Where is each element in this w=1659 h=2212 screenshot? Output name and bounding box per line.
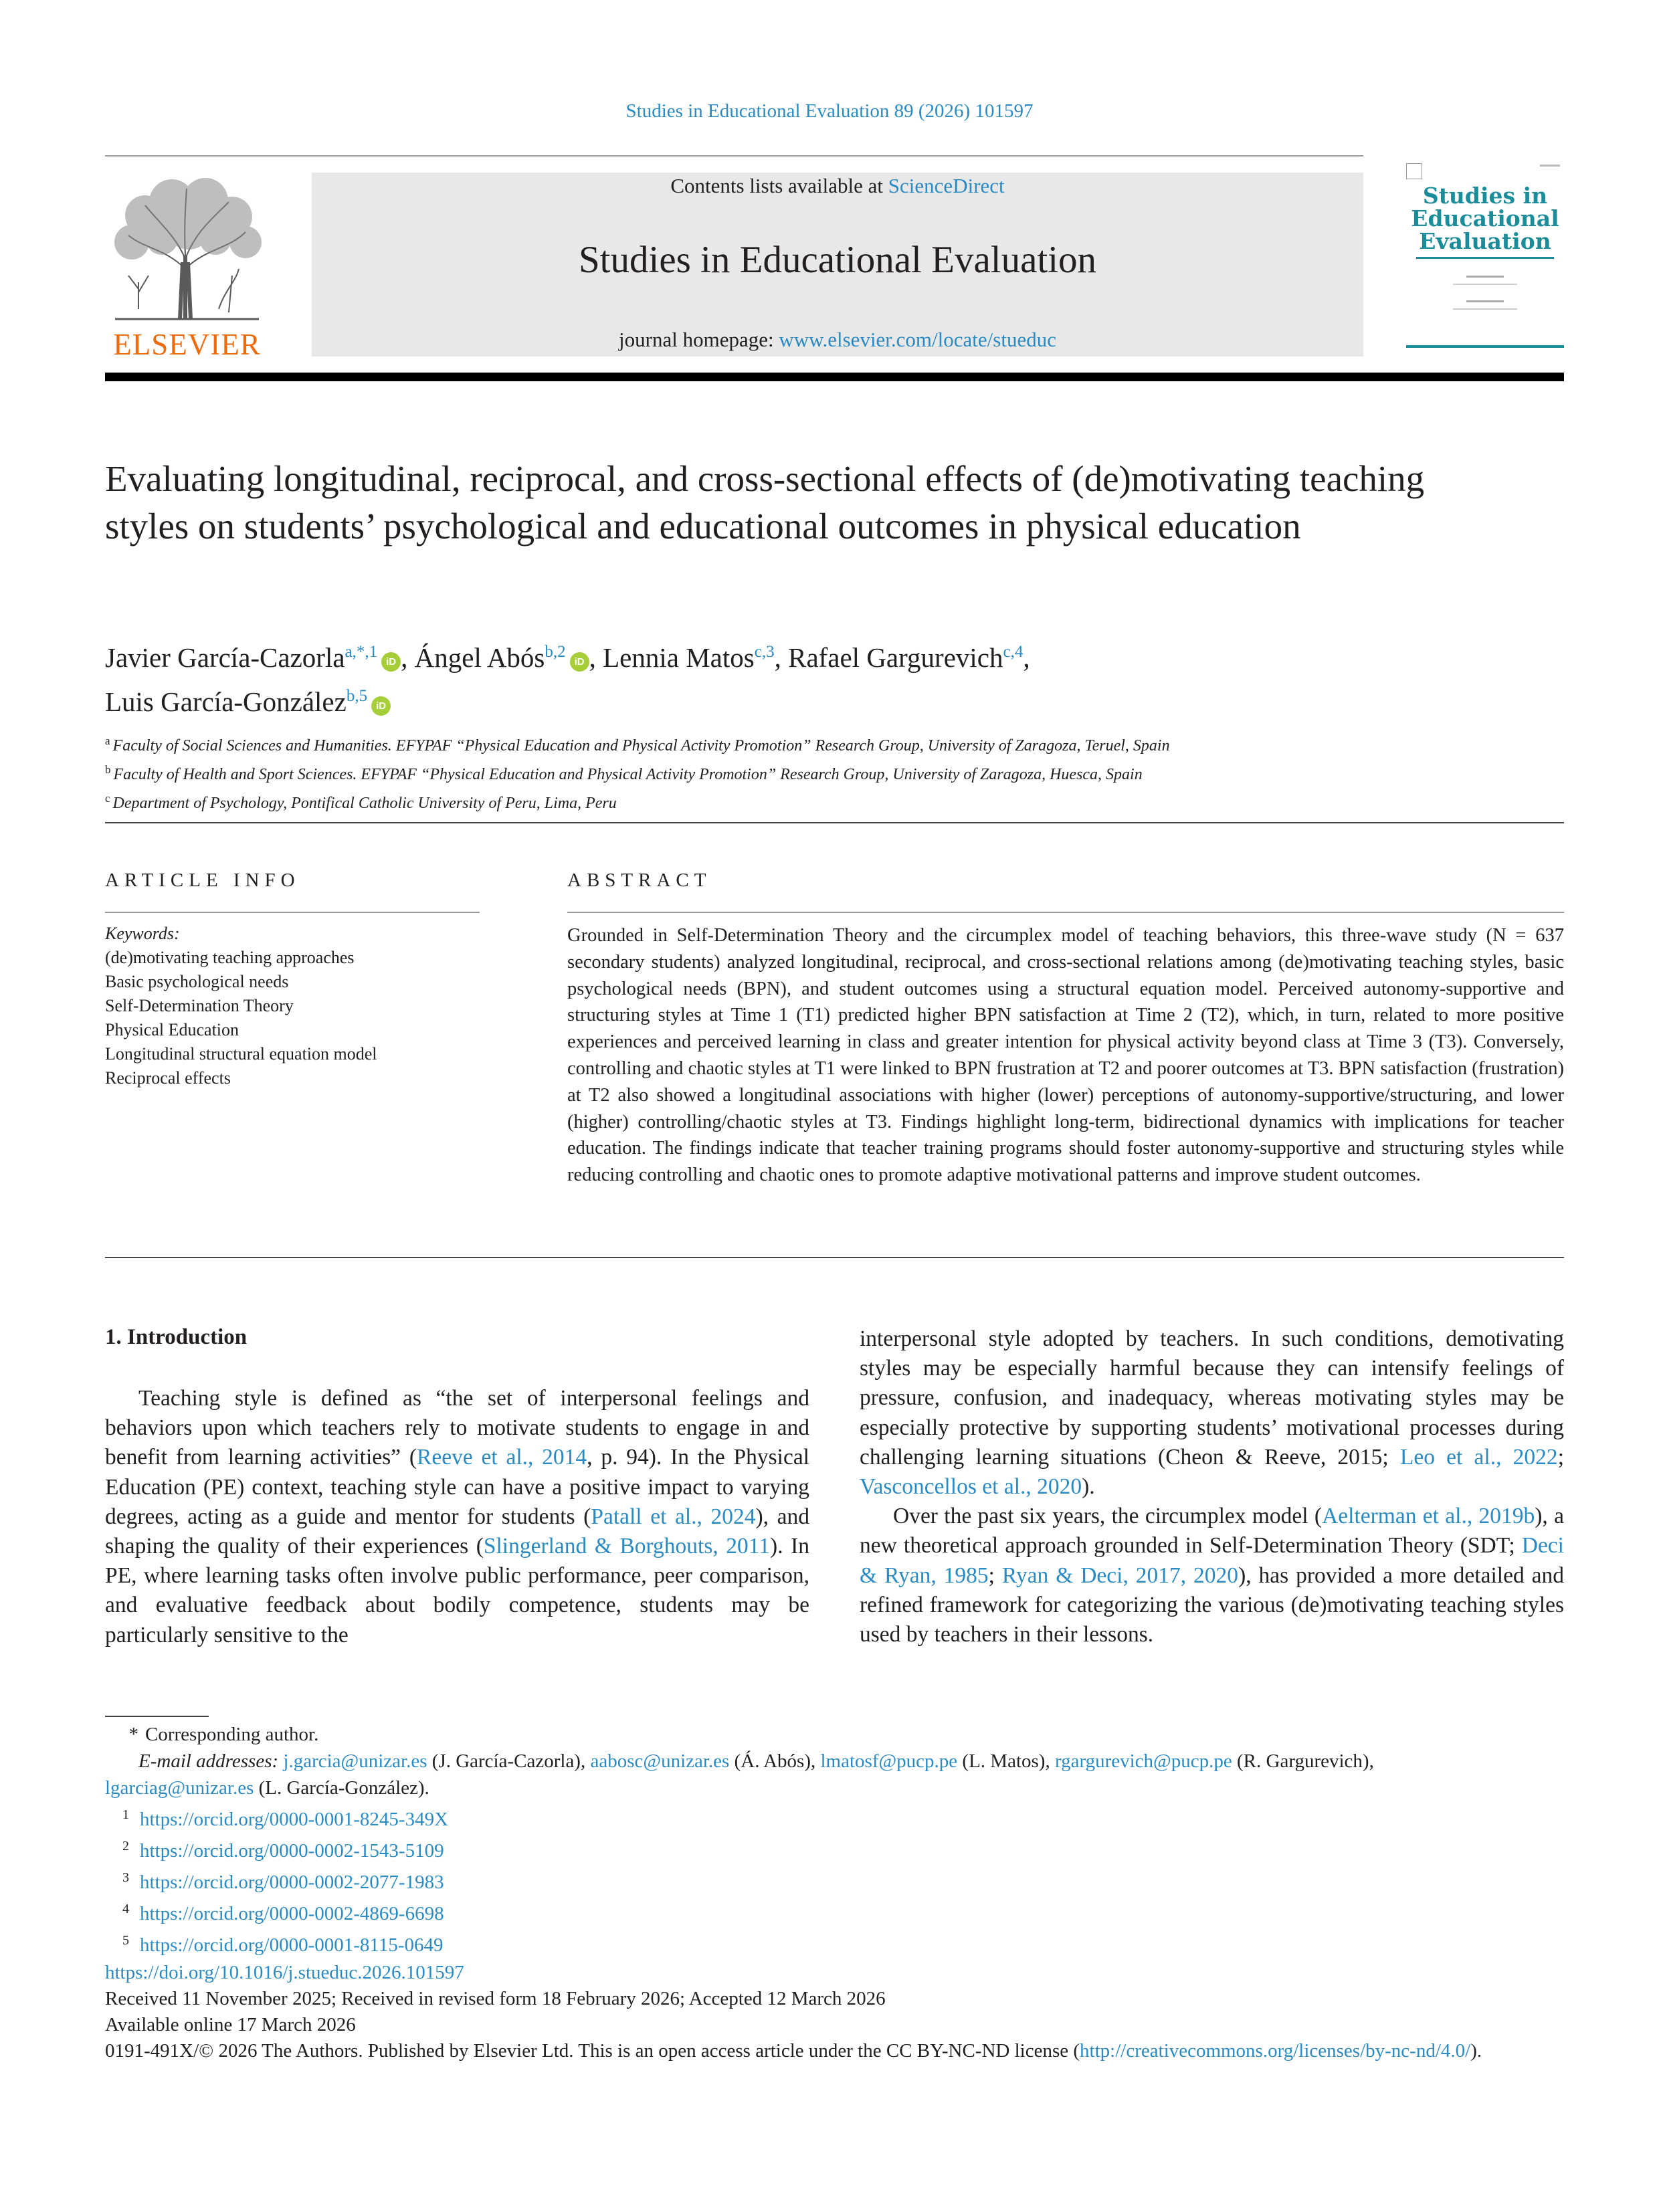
affiliation-label: b (105, 763, 111, 776)
footnote-orcid (105, 1864, 1564, 1896)
homepage-link[interactable]: www.elsevier.com/locate/stueduc (779, 328, 1056, 351)
sciencedirect-link[interactable]: ScienceDirect (888, 174, 1005, 197)
affiliation-item (105, 729, 1563, 758)
journal-cover-thumbnail[interactable] (1406, 163, 1564, 349)
email-owner: (L. García-González). (254, 1777, 429, 1799)
section-heading-introduction: 1. Introduction (105, 1325, 248, 1349)
author-affiliation-sup[interactable]: b,2 (545, 643, 566, 661)
cover-rule-bottom (1406, 345, 1564, 348)
body-text: Teaching style is defined as “the set of interpersonal feelings and behaviors upon which teachers rely to motivate students to engage in and benefit from learning activities” ( (105, 1386, 809, 1470)
body-text: Over the past six years, the circumplex model ( (893, 1504, 1323, 1529)
email-link[interactable]: j.garcia@unizar.es (283, 1750, 427, 1772)
orcid-icon[interactable]: iD (570, 652, 589, 672)
footnote-number: 4 (122, 1902, 129, 1916)
citation-link[interactable]: Aelterman et al., 2019b (1322, 1504, 1535, 1529)
footnote-orcid (105, 1896, 1564, 1927)
author-affiliation-sup[interactable]: a,*,1 (345, 643, 378, 661)
article-title: Evaluating longitudinal, reciprocal, and cross-sectional effects of (de)motivating teaching styles on students’ psychological and educational outcomes in physical education (105, 458, 1425, 546)
citation-link[interactable]: Reeve et al., 2014 (417, 1445, 587, 1470)
homepage-prefix: journal homepage: (619, 328, 779, 351)
citation-link[interactable]: Slingerland & Borghouts, 2011 (483, 1534, 771, 1559)
license-text: 0191-491X/© 2026 The Authors. Published by Elsevier Ltd. This is an open access article under the CC BY-NC-ND license ( (105, 2040, 1080, 2062)
email-owner: (Á. Abós), (729, 1750, 821, 1772)
cover-editor-line (1466, 276, 1504, 278)
author-affiliation-sup[interactable]: b,5 (346, 687, 368, 705)
doi-link[interactable]: https://doi.org/10.1016/j.stueduc.2026.101597 (105, 1962, 464, 1983)
orcid-link[interactable]: https://orcid.org/0000-0002-4869-6698 (140, 1903, 444, 1924)
cover-title: Studies in Educational Evaluation (1411, 183, 1559, 254)
body-paragraph (860, 1324, 1564, 1502)
cover-mini-logo-icon (1406, 163, 1422, 179)
keywords-block (105, 922, 506, 1090)
author-name[interactable]: Javier García-Cazorla (105, 642, 345, 673)
author-affiliation-sup[interactable]: c,3 (754, 643, 775, 661)
keywords-label: Keywords: (105, 924, 180, 943)
license-link[interactable]: http://creativecommons.org/licenses/by-nc-nd/4.0/ (1080, 2040, 1471, 2062)
homepage-line (312, 328, 1363, 352)
keyword-item: Self-Determination Theory (105, 996, 294, 1015)
footnote-number: 1 (122, 1807, 129, 1822)
affiliation-divider (105, 822, 1564, 823)
footnote-orcid (105, 1801, 1564, 1833)
abstract-text: Grounded in Self-Determination Theory and the circumplex model of teaching behaviors, this three-wave study (N = 637 secondary students) analyzed longitudinal, reciprocal, and cross-sectional relations among (de)motivating teaching styles, basic psychological needs (BPN), and student outcomes using a structural equation model. Perceived autonomy-supportive and structuring styles at Time 1 (T1) predicted higher BPN satisfaction at Time 2 (T2), which, in turn, related to more positive experiences and perceived learning in class and greater intention for physical activity beyond class at Time 3 (T3). Conversely, controlling and chaotic styles at T1 were linked to BPN frustration at T2 and poorer outcomes at T3. BPN satisfaction (frustration) at T2 also showed a longitudinal associations with higher (lower) perceptions of autonomy-supportive/structuring, and lower (higher) controlling/chaotic styles at T3. Findings highlight long-term, bidirectional dynamics with implications for teacher education. The findings indicate that teacher training programs should foster autonomy-supportive and structuring styles while reducing controlling and chaotic ones to promote adaptive motivational patterns and improve student outcomes. (567, 925, 1564, 1186)
elsevier-logo[interactable] (105, 175, 269, 359)
cover-rule-top (1416, 257, 1554, 259)
contents-line (312, 174, 1363, 198)
affiliation-text: Department of Psychology, Pontifical Catholic University of Peru, Lima, Peru (112, 795, 617, 812)
body-paragraph (105, 1384, 809, 1650)
article-metadata (105, 1960, 1564, 2064)
license-statement (105, 2038, 1564, 2064)
body-text: ), a new theoretical approach grounded in Self-Determination Theory (SDT; (860, 1504, 1565, 1559)
article-info-heading: ARTICLE INFO (105, 870, 300, 891)
keyword-item: Basic psychological needs (105, 972, 289, 991)
footnotes (105, 1721, 1564, 1958)
orcid-link[interactable]: https://orcid.org/0000-0002-2077-1983 (140, 1872, 444, 1893)
affiliation-item (105, 787, 1563, 815)
footnote-mark: * (128, 1724, 138, 1745)
footnote-orcid (105, 1833, 1564, 1864)
keyword-item: Longitudinal structural equation model (105, 1044, 377, 1064)
keyword-item: Reciprocal effects (105, 1068, 231, 1088)
affiliations (105, 729, 1563, 815)
header-thick-rule (105, 373, 1564, 381)
abstract-heading: ABSTRACT (567, 870, 712, 891)
body-text: ). In PE, where learning tasks often involve public performance, peer comparison, and evaluative feedback about bodily competence, students may be particularly sensitive to the (105, 1534, 810, 1647)
footnote-divider (105, 1716, 209, 1717)
body-text: ), has provided a more detailed and refined framework for categorizing the various (de)motivating teaching styles used by teachers in their lessons. (860, 1563, 1565, 1647)
footnote-emails (105, 1748, 1564, 1775)
license-end: ). (1470, 2040, 1482, 2062)
cover-issn-mark (1540, 165, 1560, 167)
abstract-bottom-divider (105, 1257, 1564, 1258)
keyword-item: Physical Education (105, 1020, 239, 1039)
keyword-item: (de)motivating teaching approaches (105, 948, 355, 967)
email-owner: (L. Matos), (957, 1750, 1055, 1772)
body-text: interpersonal style adopted by teachers. In such conditions, demotivating styles may be especially harmful because they can intensify feelings of pressure, confusion, and inadequacy, whereas motivating styles may be especially protective by supporting students’ motivational processes during challenging learning situations (Cheon & Reeve, 2015; (860, 1326, 1564, 1470)
affiliation-label: a (105, 734, 110, 747)
body-text: ; (988, 1563, 1002, 1588)
footnote-orcid (105, 1927, 1564, 1958)
author-affiliation-sup[interactable]: c,4 (1003, 643, 1023, 661)
footnote-number: 5 (122, 1933, 129, 1948)
footnote-number: 2 (122, 1839, 129, 1853)
orcid-icon[interactable]: iD (371, 696, 391, 716)
email-link[interactable]: lmatosf@pucp.pe (820, 1750, 958, 1772)
affiliation-item (105, 758, 1563, 787)
top-divider (105, 155, 1363, 157)
cover-editor-line (1453, 308, 1517, 310)
affiliation-label: c (105, 792, 110, 805)
footnote-text: Corresponding author. (145, 1724, 319, 1745)
orcid-link[interactable]: https://orcid.org/0000-0001-8115-0649 (140, 1934, 444, 1956)
email-link[interactable]: rgargurevich@pucp.pe (1054, 1750, 1232, 1772)
author-name[interactable]: Ángel Abós (414, 642, 545, 673)
citation-link[interactable]: Patall et al., 2024 (591, 1504, 756, 1529)
footnote-emails-cont (105, 1775, 1564, 1801)
journal-reference-link[interactable]: Studies in Educational Evaluation 89 (2026) 101597 (625, 100, 1034, 122)
orcid-link[interactable]: https://orcid.org/0000-0002-1543-5109 (140, 1840, 444, 1862)
elsevier-wordmark: ELSEVIER (113, 328, 261, 361)
citation-link[interactable]: Deci & Ryan, 1985 (860, 1533, 1564, 1588)
body-column-right (860, 1324, 1564, 1649)
tree-logo-icon (105, 175, 269, 326)
citation-link[interactable]: Leo et al., 2022 (1399, 1444, 1558, 1470)
body-paragraph (860, 1502, 1564, 1649)
body-text: ), and shaping the quality of their experiences ( (105, 1504, 809, 1559)
body-column-left (105, 1384, 809, 1650)
body-text: , p. 94). In the Physical Education (PE) context, teaching style can have a positive impact to varying degrees, acting as a guide and mentor for students ( (105, 1445, 809, 1529)
affiliation-text: Faculty of Social Sciences and Humanities. EFYPAF “Physical Education and Physical Activity Promotion” Research Group, University of Zaragoza, Teruel, Spain (112, 737, 1170, 755)
author-name[interactable]: Lennia Matos (603, 642, 755, 673)
footnote-corresponding (105, 1721, 1564, 1748)
affiliation-text: Faculty of Health and Sport Sciences. EFYPAF “Physical Education and Physical Activity Promotion” Research Group, University of Zaragoza, Huesca, Spain (113, 766, 1143, 783)
email-link[interactable]: lgarciag@unizar.es (105, 1777, 254, 1799)
journal-banner (312, 173, 1363, 357)
available-online: Available online 17 March 2026 (105, 2014, 356, 2035)
email-link[interactable]: aabosc@unizar.es (590, 1750, 730, 1772)
contents-prefix: Contents lists available at (670, 174, 888, 197)
cover-editor-line (1453, 284, 1517, 285)
email-label: E-mail addresses: (138, 1750, 279, 1772)
citation-link[interactable]: Vasconcellos et al., 2020 (860, 1474, 1082, 1500)
author-name[interactable]: Rafael Gargurevich (788, 642, 1003, 673)
footnote-number: 3 (122, 1870, 129, 1885)
abstract-divider (567, 912, 1564, 913)
citation-link[interactable]: Ryan & Deci, 2017, 2020 (1001, 1563, 1239, 1588)
info-divider (105, 912, 480, 913)
journal-title: Studies in Educational Evaluation (578, 239, 1097, 281)
received-dates: Received 11 November 2025; Received in revised form 18 February 2026; Accepted 12 March 2026 (105, 1988, 886, 2009)
author-name[interactable]: Luis García-González (105, 686, 347, 717)
orcid-icon[interactable]: iD (381, 652, 401, 672)
body-text: ). (1082, 1474, 1095, 1500)
body-text: ; (1557, 1444, 1564, 1470)
email-owner: (J. García-Cazorla), (427, 1750, 591, 1772)
cover-editor-line (1466, 300, 1504, 302)
author-list: Javier García-Cazorla$^{a,*,1}$iD , Ángel Abós$^{b,2}$iD , Lennia Matos$^{c,3}$, Rafael Gargurevich$^{c,4}$, Luis García-González$^{b,5}$iD (105, 642, 1030, 717)
email-owner: (R. Gargurevich), (1232, 1750, 1374, 1772)
orcid-link[interactable]: https://orcid.org/0000-0001-8245-349X (140, 1809, 449, 1830)
